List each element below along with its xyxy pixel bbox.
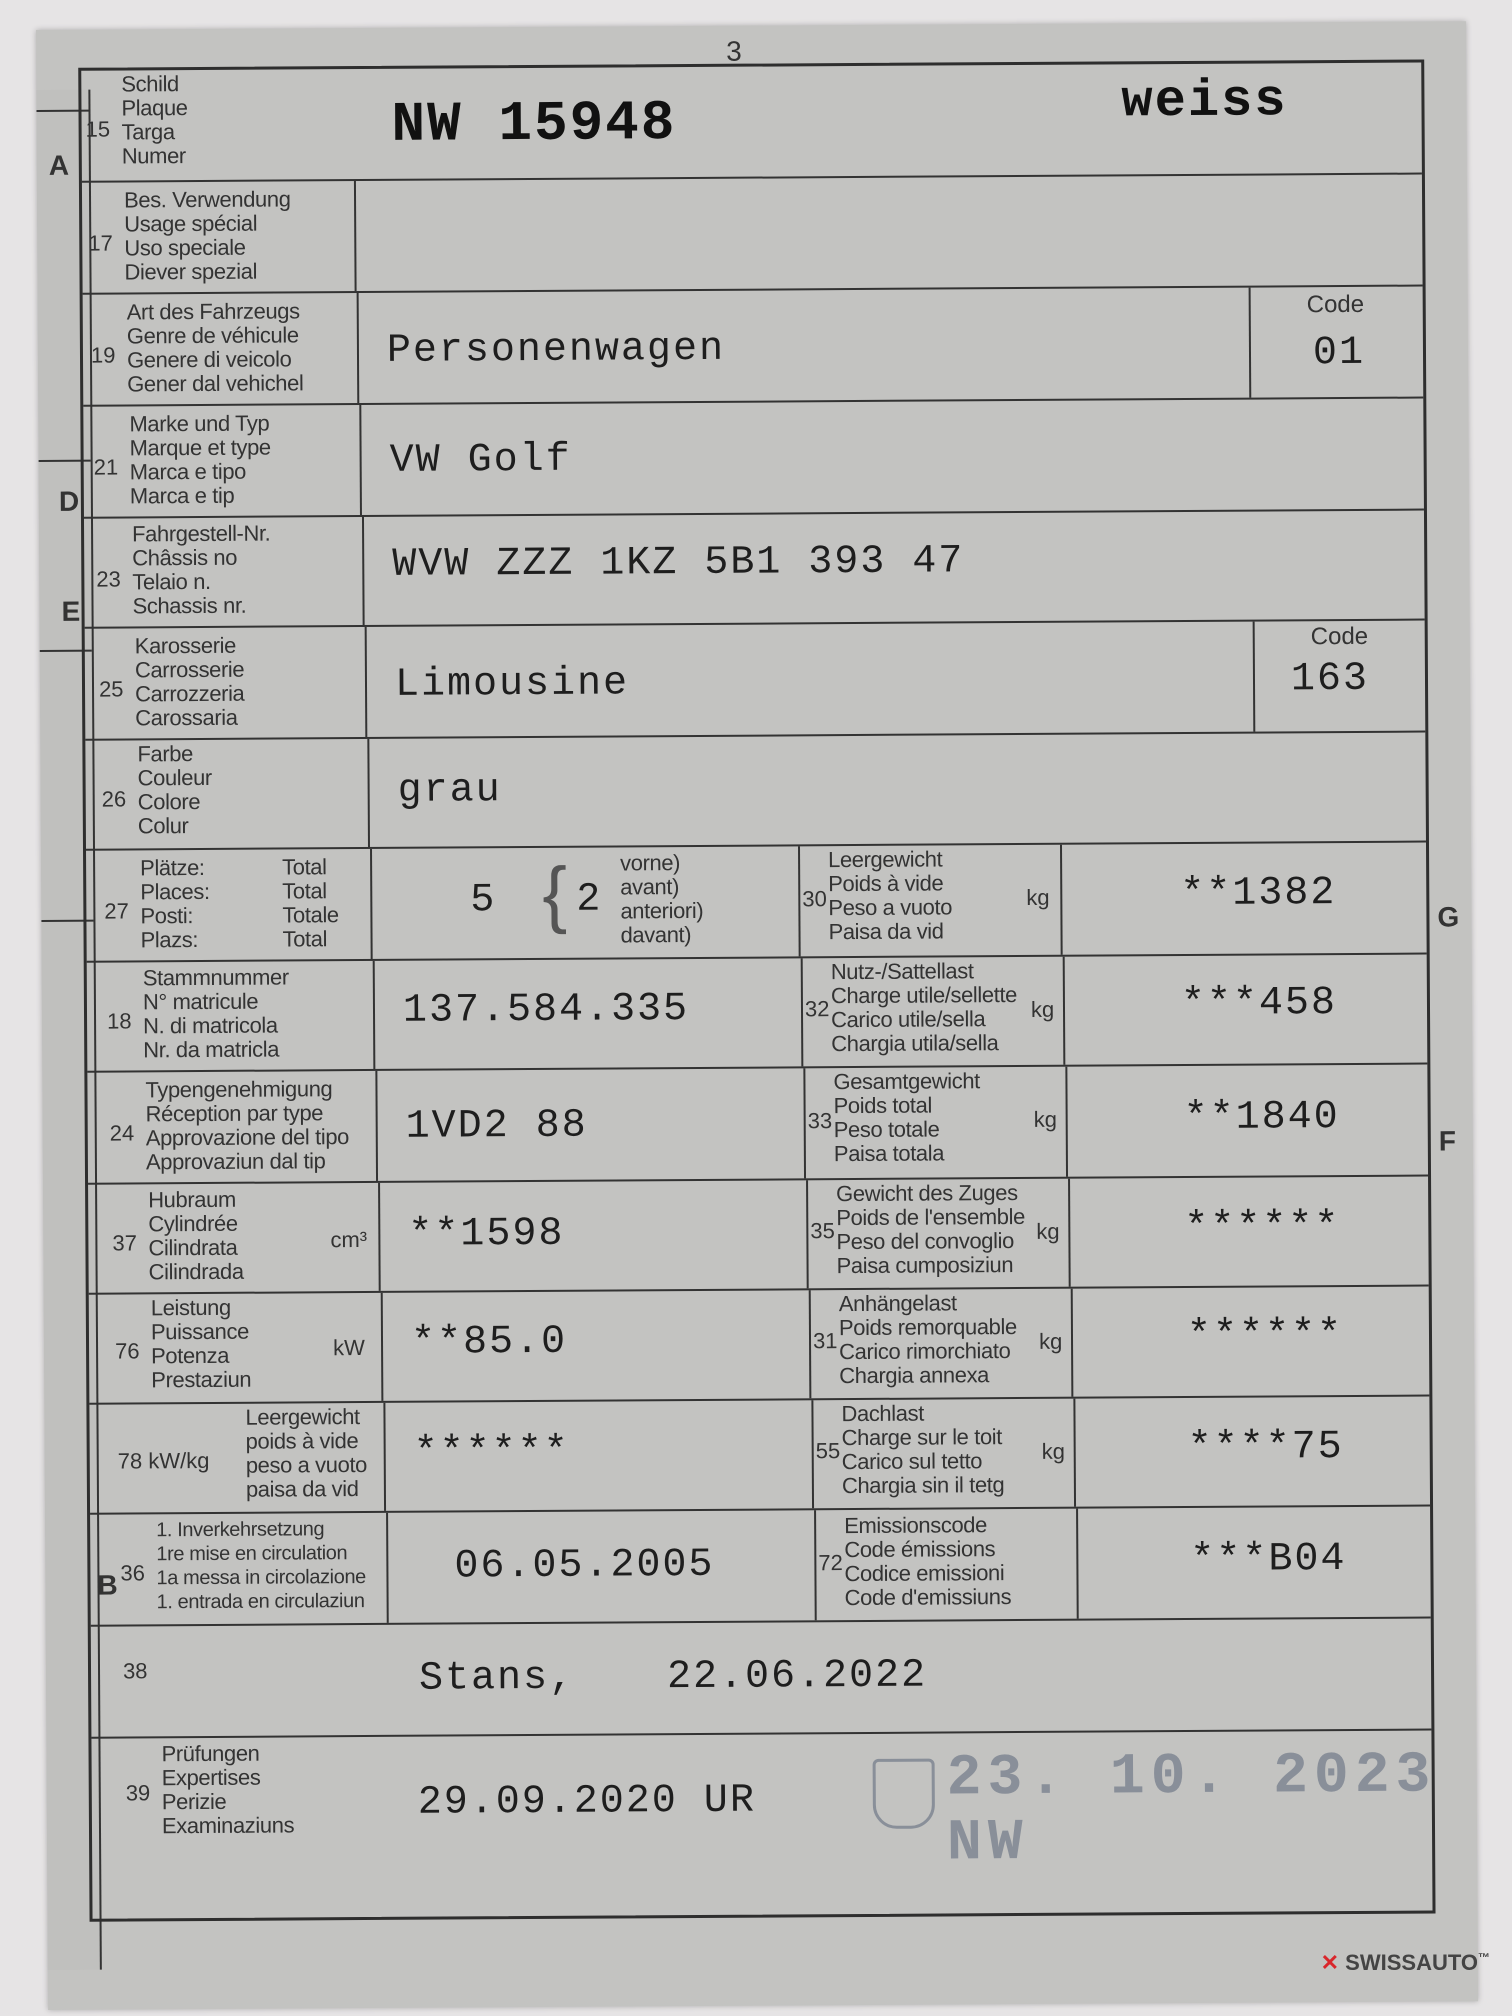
row-colour	[85, 733, 1426, 851]
issue-place: Stans,	[418, 1655, 576, 1702]
seats-total-value: 5	[470, 878, 497, 924]
row-approval-total	[87, 1065, 1428, 1185]
code-label: Code	[1310, 622, 1369, 651]
row-plate	[81, 63, 1422, 183]
empty-weight-value: **1382	[1180, 871, 1337, 918]
kw-kg-value: ******	[413, 1429, 570, 1476]
margin-letter-d: D	[58, 485, 80, 517]
field-label: Schild Plaque Targa Numer	[121, 71, 188, 169]
margin-letter-e: E	[61, 595, 81, 627]
brand-tm: ™	[1478, 1950, 1490, 1965]
roof-load-value: ****75	[1187, 1425, 1344, 1471]
unit-label: kg	[1030, 996, 1055, 1022]
field-number: 21	[93, 454, 119, 480]
row-displacement-train	[88, 1177, 1429, 1295]
field-label-total: Total Total Totale Total	[282, 854, 339, 952]
field-number: 19	[90, 342, 116, 368]
field-label: Farbe Couleur Colore Colur	[137, 741, 212, 839]
power-value: **85.0	[410, 1319, 568, 1366]
field-number: 17	[88, 230, 113, 256]
field-label: Art des Fahrzeugs Genre de véhicule Genere di veicolo Gener dal vehichel	[126, 298, 304, 397]
unit-label: cm³	[330, 1227, 368, 1253]
field-label: Leergewicht Poids à vide Peso a vuoto Paisa da vid	[828, 846, 953, 945]
field-label: Typengenehmigung Réception par type Approvazione del tipo Approvaziun dal tip	[145, 1076, 350, 1175]
code-label: Code	[1306, 290, 1365, 319]
unit-label: kg	[1026, 884, 1050, 910]
field-label: Leergewicht poids à vide peso a vuoto paisa da vid	[245, 1404, 368, 1502]
row-power-trailer	[89, 1287, 1430, 1405]
unit-label: kg	[1036, 1218, 1060, 1244]
brand-name: SWISSAUTO	[1345, 1950, 1478, 1975]
train-weight-value: ******	[1184, 1205, 1341, 1252]
body-code: 163	[1290, 656, 1370, 703]
field-number: 72	[818, 1550, 843, 1576]
field-number: 32	[804, 996, 830, 1022]
seats-front-label: vorne) avant) anteriori) davant)	[620, 850, 704, 948]
field-number: 30	[802, 886, 827, 912]
field-number: 76	[114, 1338, 140, 1364]
margin-letter-b: B	[97, 1569, 118, 1601]
displacement-value: **1598	[408, 1211, 565, 1258]
row-special-use	[82, 175, 1423, 295]
canton-seal-icon	[873, 1759, 935, 1829]
unit-label: kg	[1038, 1328, 1063, 1354]
field-label: Bes. Verwendung Usage spécial Uso speciale Diever spezial	[123, 186, 291, 285]
field-label: Gesamtgewicht Poids total Peso totale Paisa totala	[833, 1068, 980, 1167]
vehicle-type-value: Personenwagen	[386, 326, 726, 374]
row-chassis	[84, 511, 1425, 629]
row-make-model	[83, 399, 1424, 519]
chassis-value: WVW ZZZ 1KZ 5B1 393 47	[392, 539, 965, 588]
margin-letter-f: F	[1438, 1125, 1457, 1157]
master-number-value: 137.584.335	[402, 987, 690, 1034]
row-seats-weight	[86, 843, 1427, 963]
plate-number: NW 15948	[391, 91, 677, 157]
field-number: 31	[812, 1328, 838, 1354]
field-label: Stammnummer N° matricule N. di matricola Nr. da matricla	[142, 964, 289, 1063]
field-number: 24	[109, 1120, 135, 1146]
field-number: 78 kW/kg	[117, 1447, 210, 1474]
page-number: 3	[726, 35, 742, 67]
row-vehicle-type	[83, 287, 1424, 407]
vehicle-type-code: 01	[1312, 330, 1366, 377]
seats-front-value: 2	[576, 877, 603, 923]
field-label: Marke und Typ Marque et type Marca e tipo Marca e tip	[129, 410, 271, 509]
field-number: 15	[85, 116, 111, 142]
field-label: Nutz-/Sattellast Charge utile/sellette Carico utile/sella Chargia utila/sella	[830, 958, 1018, 1057]
field-label: Plätze: Places: Posti: Plazs:	[140, 854, 210, 953]
field-number: 39	[125, 1780, 151, 1806]
make-model-value: VW Golf	[389, 437, 572, 484]
field-label: Karosserie Carrosserie Carrozzeria Carossaria	[134, 632, 245, 731]
registration-form	[78, 60, 1435, 1922]
field-label: Gewicht des Zuges Poids de l'ensemble Peso del convoglio Paisa cumposiziun	[836, 1180, 1025, 1279]
row-body	[85, 621, 1426, 741]
row-place-date	[91, 1619, 1432, 1739]
first-registration-value: 06.05.2005	[454, 1542, 715, 1590]
field-number: 38	[122, 1658, 148, 1684]
payload-value: ***458	[1180, 981, 1338, 1028]
field-number: 23	[96, 566, 121, 592]
field-number: 36	[120, 1560, 145, 1586]
field-label: Fahrgestell-Nr. Châssis no Telaio n. Schassis nr.	[132, 520, 271, 619]
total-weight-value: **1840	[1183, 1095, 1340, 1142]
field-number: 37	[112, 1230, 137, 1256]
field-label: Leistung Puissance Potenza Prestaziun	[150, 1294, 252, 1393]
inspection-stamp: 23. 10. 2023 NW	[946, 1743, 1437, 1877]
body-value: Limousine	[394, 661, 630, 708]
issue-date: 22.06.2022	[666, 1653, 928, 1701]
unit-label: kW	[332, 1335, 365, 1361]
unit-label: kg	[1033, 1106, 1057, 1132]
brand-x-icon: ✕	[1320, 1950, 1340, 1975]
inspection-value: 29.09.2020 UR	[417, 1778, 757, 1826]
field-label: 1. Inverkehrsetzung 1re mise en circulation 1a messa in circolazione 1. entrada en circulaziun	[156, 1518, 366, 1614]
emission-code-value: ***B04	[1190, 1537, 1347, 1583]
field-number: 55	[815, 1438, 841, 1464]
margin-letter-a: A	[48, 149, 70, 181]
field-number: 33	[807, 1108, 833, 1134]
colour-value: grau	[397, 768, 502, 814]
field-label: Prüfungen Expertises Perizie Examinaziuns	[161, 1740, 295, 1839]
registration-page	[36, 21, 1478, 2010]
field-label: Hubraum Cylindrée Cilindrata Cilindrada	[148, 1186, 244, 1285]
row-registration-emission	[90, 1507, 1431, 1627]
field-number: 27	[104, 898, 129, 924]
unit-label: kg	[1041, 1438, 1066, 1464]
plate-color: weiss	[1121, 71, 1288, 132]
field-number: 35	[810, 1218, 835, 1244]
field-number: 18	[106, 1008, 132, 1034]
field-label: Emissionscode Code émissions Codice emissioni Code d'emissiuns	[844, 1512, 1012, 1611]
field-number: 26	[101, 786, 127, 812]
row-kwkg-roof	[89, 1397, 1430, 1515]
field-number: 25	[98, 676, 124, 702]
brand-watermark	[1321, 1950, 1490, 1976]
margin-letter-g: G	[1437, 901, 1460, 933]
brace-glyph: {	[542, 851, 567, 935]
row-master-payload	[87, 955, 1428, 1073]
trailer-load-value: ******	[1186, 1313, 1344, 1359]
field-label: Anhängelast Poids remorquable Carico rimorchiato Chargia annexa	[838, 1290, 1017, 1389]
field-label: Dachlast Charge sur le toit Carico sul tetto Chargia sin il tetg	[841, 1400, 1005, 1499]
type-approval-value: 1VD2 88	[405, 1103, 588, 1150]
